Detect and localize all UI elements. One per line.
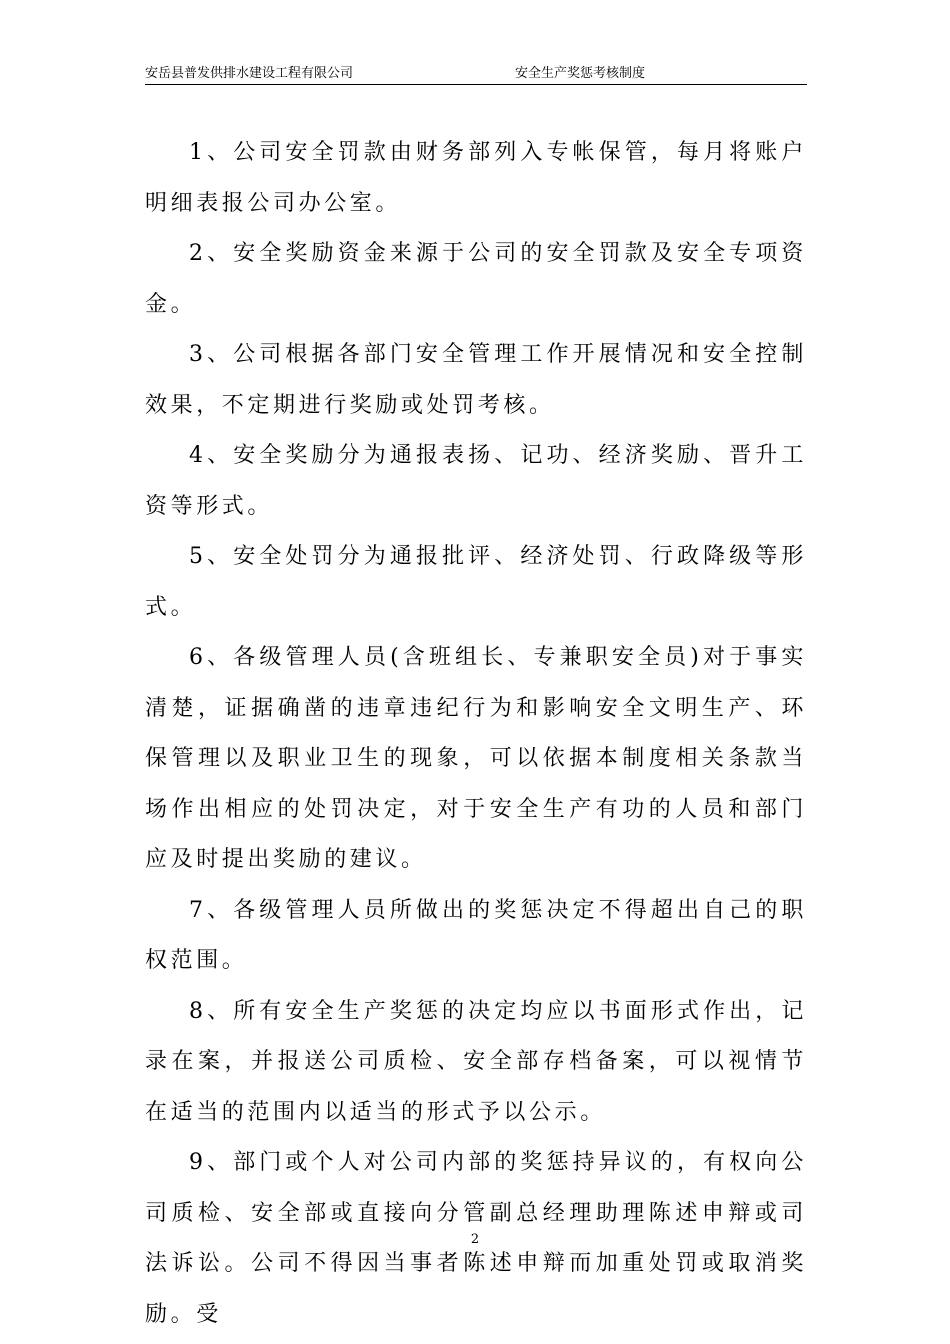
header-document-title: 安全生产奖惩考核制度	[515, 66, 646, 81]
paragraph-4: 4、安全奖励分为通报表扬、记功、经济奖励、晋升工资等形式。	[145, 443, 807, 519]
document-body	[145, 128, 807, 1340]
paragraph-7: 7、各级管理人员所做出的奖惩决定不得超出自己的职权范围。	[145, 897, 807, 973]
paragraph-6: 6、各级管理人员(含班组长、专兼职安全员)对于事实清楚，证据确凿的违章违纪行为和影响安全文明生产、环保管理以及职业卫生的现象，可以依据本制度相关条款当场作出相应的处罚决定，对于安全生产有功的人员和部门应及时提出奖励的建议。	[145, 645, 807, 872]
paragraph-5: 5、安全处罚分为通报批评、经济处罚、行政降级等形式。	[145, 544, 807, 620]
header-company-name: 安岳县普发供排水建设工程有限公司	[145, 66, 354, 81]
paragraph-3: 3、公司根据各部门安全管理工作开展情况和安全控制效果，不定期进行奖励或处罚考核。	[145, 342, 807, 418]
page-header	[145, 64, 807, 85]
paragraph-8: 8、所有安全生产奖惩的决定均应以书面形式作出，记录在案，并报送公司质检、安全部存档备案，可以视情节在适当的范围内以适当的形式予以公示。	[145, 998, 807, 1125]
paragraph-2: 2、安全奖励资金来源于公司的安全罚款及安全专项资金。	[145, 241, 807, 317]
page-number: 2	[470, 1232, 480, 1247]
paragraph-1: 1、公司安全罚款由财务部列入专帐保管，每月将账户明细表报公司办公室。	[145, 140, 807, 216]
paragraph-9: 9、部门或个人对公司内部的奖惩持异议的，有权向公司质检、安全部或直接向分管副总经理助理陈述申辩或司法诉讼。公司不得因当事者陈述申辩而加重处罚或取消奖励。受	[145, 1150, 807, 1327]
